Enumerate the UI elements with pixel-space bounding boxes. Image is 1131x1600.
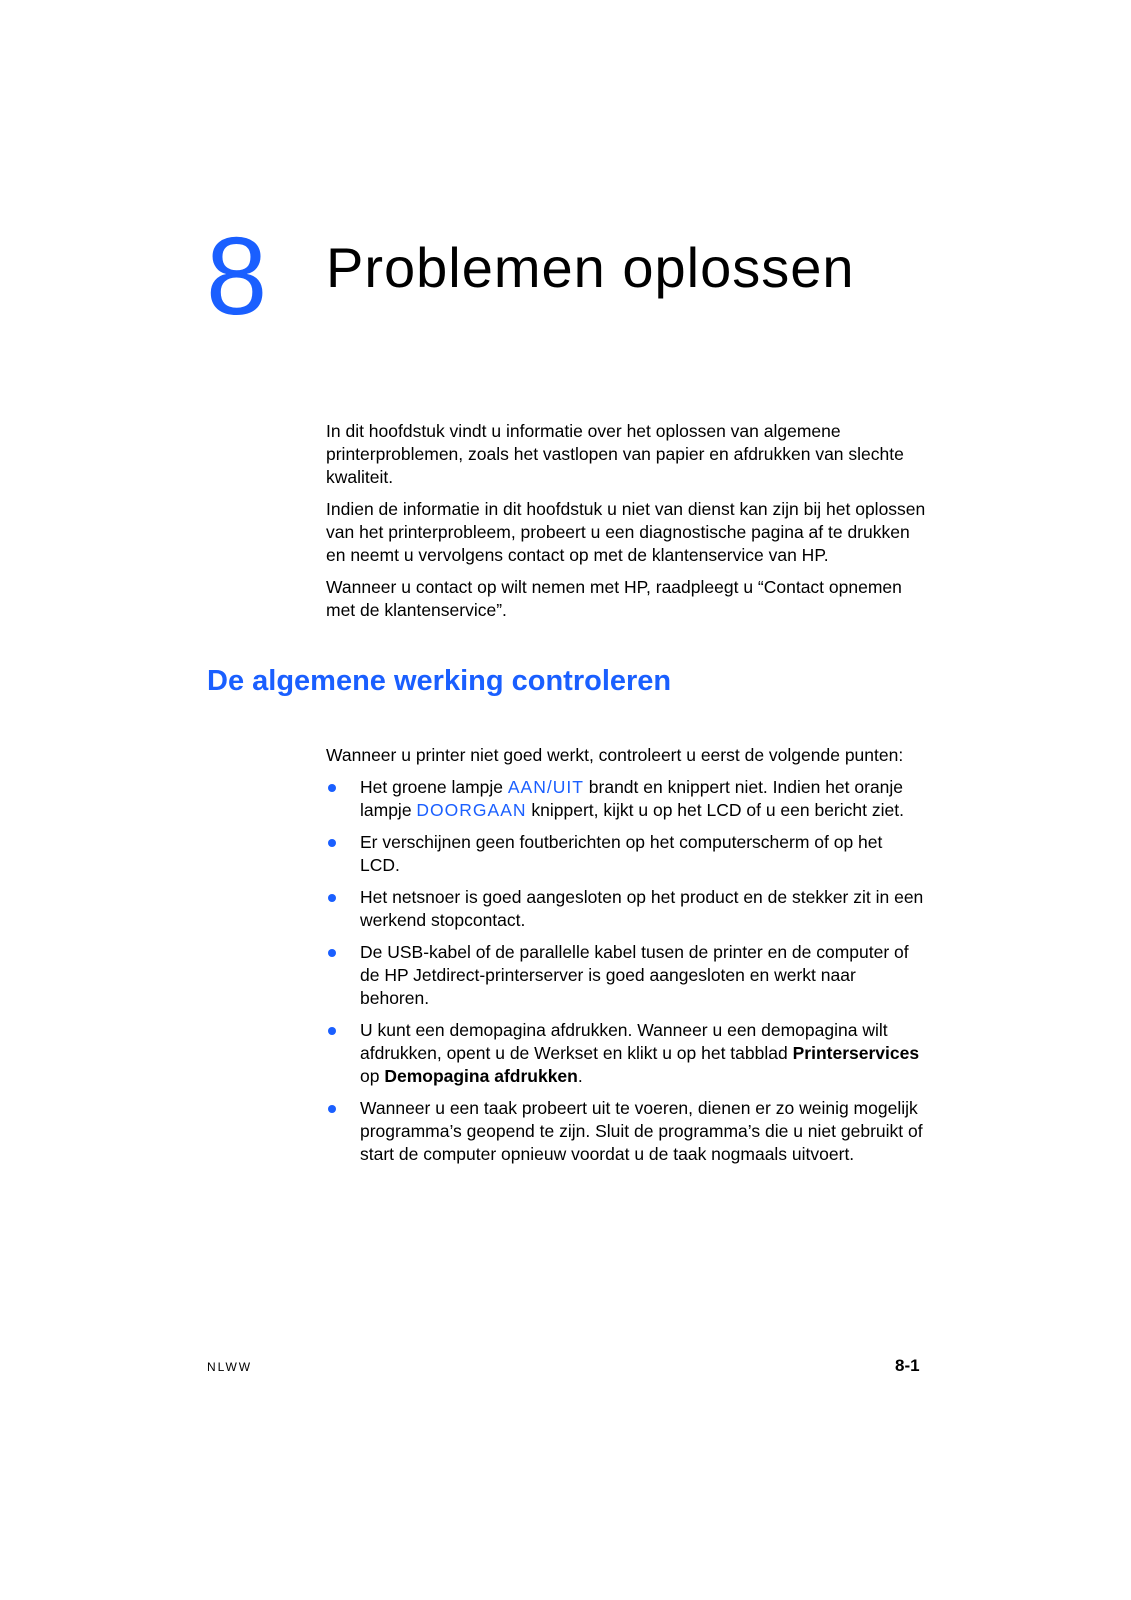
section-body (326, 744, 926, 1175)
bullet-icon (328, 1027, 336, 1035)
list-item-text: De USB-kabel of de parallelle kabel tusen de printer en de computer of de HP Jetdirect-printerserver is goed aangesloten en werkt naar behoren. (360, 942, 909, 1008)
list-item-text: . (577, 1066, 583, 1086)
page-number: 8-1 (895, 1356, 920, 1375)
intro-section (326, 420, 926, 631)
list-item-text: knippert, kijkt u op het LCD of u een bericht ziet. (526, 800, 904, 820)
list-item-text: Het groene lampje (360, 777, 508, 797)
intro-paragraph-1: In dit hoofdstuk vindt u informatie over het oplossen van algemene printerproblemen, zoals het vastlopen van papier en afdrukken van slechte kwaliteit. (326, 421, 904, 487)
list-item-text: Wanneer u een taak probeert uit te voeren, dienen er zo weinig mogelijk programma’s geopend te zijn. Sluit de programma’s die u niet gebruikt of start de computer opnieuw voordat u de taak nogmaals uitvoert. (360, 1098, 923, 1164)
option-demo-page: Demopagina afdrukken (384, 1066, 578, 1086)
list-item (326, 886, 926, 932)
list-item-text: U kunt een demopagina afdrukken. Wanneer u een demopagina wilt afdrukken, opent u de Werkset en klikt u op het tabblad (360, 1020, 888, 1063)
section-heading: De algemene werking controleren (207, 665, 672, 697)
checklist (326, 776, 926, 1166)
intro-paragraph-3: Wanneer u contact op wilt nemen met HP, raadpleegt u “Contact opnemen met de klantenservice”. (326, 577, 902, 620)
list-item (326, 1019, 926, 1088)
chapter-number: 8 (206, 215, 268, 338)
list-item-text: Er verschijnen geen foutberichten op het computerscherm of op het LCD. (360, 832, 883, 875)
intro-paragraph-2: Indien de informatie in dit hoofdstuk u niet van dienst kan zijn bij het oplossen van het printerprobleem, probeert u een diagnostische pagina af te drukken en neemt u vervolgens contact op met de klantenservice van HP. (326, 499, 926, 565)
footer-locale-code: NLWW (207, 1360, 253, 1374)
list-item-text: brandt en knippert niet. Indien het oranje lampje (360, 777, 904, 820)
chapter-title: Problemen oplossen (326, 236, 855, 299)
list-item-text: op (360, 1066, 385, 1086)
bullet-icon (328, 839, 336, 847)
power-keyword: AAN/UIT (507, 777, 584, 797)
bullet-icon (328, 1105, 336, 1113)
bullet-icon (328, 949, 336, 957)
list-item (326, 776, 926, 822)
list-item (326, 1097, 926, 1166)
bullet-icon (328, 894, 336, 902)
list-item (326, 941, 926, 1010)
bullet-icon (328, 784, 336, 792)
continue-keyword: DOORGAAN (416, 800, 527, 820)
tab-name-printerservices: Printerservices (792, 1043, 920, 1063)
section-lead: Wanneer u printer niet goed werkt, controleert u eerst de volgende punten: (326, 745, 904, 765)
list-item (326, 831, 926, 877)
list-item-text: Het netsnoer is goed aangesloten op het product en de stekker zit in een werkend stopcontact. (360, 887, 924, 930)
